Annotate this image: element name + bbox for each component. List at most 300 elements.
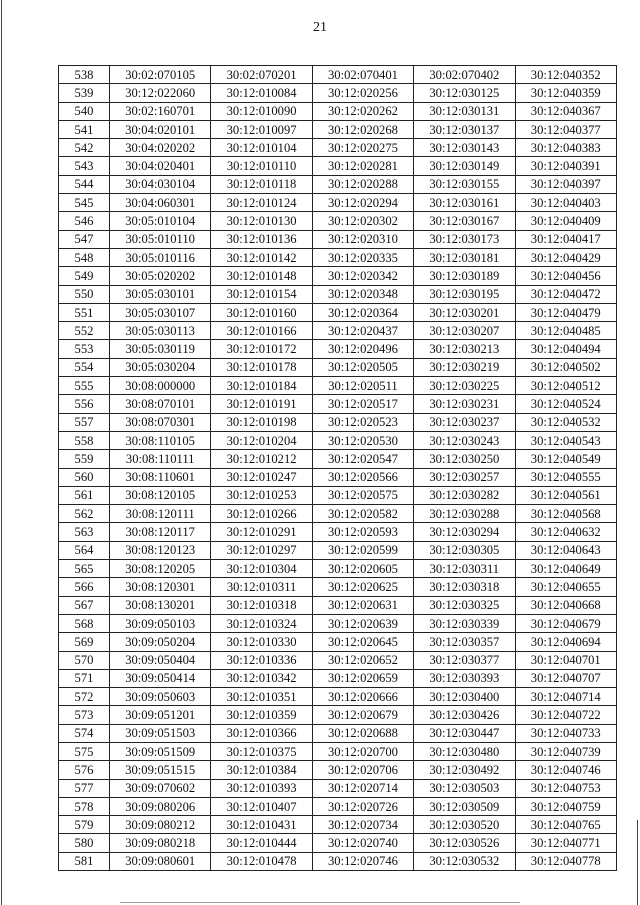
table-row	[59, 761, 617, 779]
cadastral-code-cell: 30:12:010247	[211, 468, 312, 486]
cadastral-code-cell: 30:12:040753	[515, 779, 616, 797]
table-row	[59, 66, 617, 84]
row-number-cell: 550	[59, 285, 110, 303]
cadastral-code-cell: 30:12:040494	[515, 340, 616, 358]
table-row	[59, 230, 617, 248]
cadastral-code-cell: 30:12:010384	[211, 761, 312, 779]
cadastral-code-cell: 30:08:070301	[110, 413, 211, 431]
cadastral-code-cell: 30:12:030288	[414, 505, 515, 523]
cadastral-code-cell: 30:02:070402	[414, 66, 515, 84]
cadastral-code-cell: 30:12:022060	[110, 84, 211, 102]
scan-edge-line-right	[637, 820, 638, 905]
cadastral-code-cell: 30:09:051515	[110, 761, 211, 779]
table-row	[59, 541, 617, 559]
cadastral-code-cell: 30:12:040502	[515, 358, 616, 376]
cadastral-code-cell: 30:12:020511	[312, 377, 413, 395]
cadastral-code-cell: 30:12:010324	[211, 614, 312, 632]
cadastral-code-cell: 30:12:010342	[211, 669, 312, 687]
cadastral-code-cell: 30:05:010104	[110, 212, 211, 230]
cadastral-code-cell: 30:04:020202	[110, 139, 211, 157]
cadastral-code-cell: 30:08:110105	[110, 431, 211, 449]
cadastral-code-cell: 30:12:030155	[414, 175, 515, 193]
row-number-cell: 562	[59, 505, 110, 523]
cadastral-code-cell: 30:08:120117	[110, 523, 211, 541]
row-number-cell: 570	[59, 651, 110, 669]
cadastral-code-cell: 30:12:020547	[312, 450, 413, 468]
cadastral-code-cell: 30:12:020288	[312, 175, 413, 193]
row-number-cell: 548	[59, 248, 110, 266]
row-number-cell: 579	[59, 816, 110, 834]
cadastral-code-cell: 30:12:010253	[211, 486, 312, 504]
cadastral-code-cell: 30:12:010330	[211, 633, 312, 651]
cadastral-code-cell: 30:12:040456	[515, 267, 616, 285]
cadastral-code-cell: 30:12:040367	[515, 102, 616, 120]
cadastral-code-cell: 30:12:020593	[312, 523, 413, 541]
cadastral-code-cell: 30:05:030113	[110, 322, 211, 340]
cadastral-code-cell: 30:12:010097	[211, 120, 312, 138]
row-number-cell: 568	[59, 614, 110, 632]
table-row	[59, 724, 617, 742]
cadastral-code-cell: 30:12:020575	[312, 486, 413, 504]
cadastral-code-cell: 30:12:040722	[515, 706, 616, 724]
cadastral-code-cell: 30:12:040383	[515, 139, 616, 157]
cadastral-code-cell: 30:09:050414	[110, 669, 211, 687]
cadastral-code-cell: 30:08:070101	[110, 395, 211, 413]
cadastral-code-cell: 30:12:020714	[312, 779, 413, 797]
row-number-cell: 578	[59, 797, 110, 815]
row-number-cell: 580	[59, 834, 110, 852]
cadastral-code-cell: 30:12:010090	[211, 102, 312, 120]
cadastral-code-cell: 30:12:030426	[414, 706, 515, 724]
cadastral-code-cell: 30:12:040701	[515, 651, 616, 669]
cadastral-code-cell: 30:12:030181	[414, 248, 515, 266]
cadastral-code-cell: 30:12:030325	[414, 596, 515, 614]
row-number-cell: 539	[59, 84, 110, 102]
cadastral-code-cell: 30:12:030520	[414, 816, 515, 834]
row-number-cell: 544	[59, 175, 110, 193]
cadastral-code-cell: 30:12:020302	[312, 212, 413, 230]
cadastral-code-cell: 30:09:051509	[110, 742, 211, 760]
cadastral-code-cell: 30:12:020517	[312, 395, 413, 413]
table-row	[59, 267, 617, 285]
table-row	[59, 633, 617, 651]
row-number-cell: 569	[59, 633, 110, 651]
cadastral-code-cell: 30:12:020342	[312, 267, 413, 285]
table-row	[59, 797, 617, 815]
cadastral-code-cell: 30:12:020530	[312, 431, 413, 449]
cadastral-code-cell: 30:12:030161	[414, 194, 515, 212]
table-row	[59, 395, 617, 413]
cadastral-code-cell: 30:12:040549	[515, 450, 616, 468]
cadastral-code-cell: 30:12:020700	[312, 742, 413, 760]
cadastral-code-cell: 30:12:020734	[312, 816, 413, 834]
cadastral-code-cell: 30:12:030393	[414, 669, 515, 687]
cadastral-code-cell: 30:12:010359	[211, 706, 312, 724]
cadastral-code-cell: 30:12:040417	[515, 230, 616, 248]
cadastral-code-cell: 30:08:120123	[110, 541, 211, 559]
cadastral-code-cell: 30:02:070201	[211, 66, 312, 84]
cadastral-code-cell: 30:09:051503	[110, 724, 211, 742]
cadastral-code-cell: 30:12:020688	[312, 724, 413, 742]
table-row	[59, 157, 617, 175]
cadastral-code-cell: 30:12:040429	[515, 248, 616, 266]
cadastral-code-cell: 30:12:030377	[414, 651, 515, 669]
row-number-cell: 556	[59, 395, 110, 413]
table-row	[59, 596, 617, 614]
cadastral-code-cell: 30:12:020348	[312, 285, 413, 303]
cadastral-code-cell: 30:09:080218	[110, 834, 211, 852]
cadastral-code-cell: 30:12:040679	[515, 614, 616, 632]
cadastral-code-cell: 30:12:010184	[211, 377, 312, 395]
row-number-cell: 563	[59, 523, 110, 541]
cadastral-code-cell: 30:12:030339	[414, 614, 515, 632]
table-row	[59, 139, 617, 157]
cadastral-code-cell: 30:12:030213	[414, 340, 515, 358]
cadastral-code-cell: 30:12:030219	[414, 358, 515, 376]
cadastral-code-cell: 30:12:030149	[414, 157, 515, 175]
cadastral-code-cell: 30:12:010336	[211, 651, 312, 669]
table-row	[59, 413, 617, 431]
row-number-cell: 549	[59, 267, 110, 285]
cadastral-code-cell: 30:04:020101	[110, 120, 211, 138]
cadastral-code-cell: 30:12:040359	[515, 84, 616, 102]
cadastral-code-cell: 30:12:030137	[414, 120, 515, 138]
cadastral-code-cell: 30:12:040739	[515, 742, 616, 760]
cadastral-code-cell: 30:02:070401	[312, 66, 413, 84]
cadastral-code-cell: 30:12:040765	[515, 816, 616, 834]
row-number-cell: 541	[59, 120, 110, 138]
table-row	[59, 688, 617, 706]
cadastral-code-cell: 30:12:030207	[414, 322, 515, 340]
cadastral-code-cell: 30:12:010124	[211, 194, 312, 212]
cadastral-code-cell: 30:12:010297	[211, 541, 312, 559]
table-row	[59, 486, 617, 504]
cadastral-code-cell: 30:02:070105	[110, 66, 211, 84]
table-row	[59, 322, 617, 340]
cadastral-code-cell: 30:09:050603	[110, 688, 211, 706]
table-row	[59, 742, 617, 760]
table-row	[59, 102, 617, 120]
cadastral-code-cell: 30:12:020639	[312, 614, 413, 632]
table-row	[59, 834, 617, 852]
row-number-cell: 542	[59, 139, 110, 157]
cadastral-code-cell: 30:09:080206	[110, 797, 211, 815]
cadastral-code-cell: 30:12:010142	[211, 248, 312, 266]
cadastral-code-cell: 30:12:040714	[515, 688, 616, 706]
cadastral-code-cell: 30:12:010084	[211, 84, 312, 102]
cadastral-code-cell: 30:12:030173	[414, 230, 515, 248]
cadastral-code-cell: 30:12:020679	[312, 706, 413, 724]
cadastral-code-cell: 30:12:030282	[414, 486, 515, 504]
cadastral-code-cell: 30:12:020599	[312, 541, 413, 559]
cadastral-code-cell: 30:12:030195	[414, 285, 515, 303]
cadastral-code-cell: 30:12:030480	[414, 742, 515, 760]
cadastral-code-cell: 30:12:020659	[312, 669, 413, 687]
table-row	[59, 303, 617, 321]
cadastral-code-cell: 30:09:080212	[110, 816, 211, 834]
cadastral-code-cell: 30:12:030318	[414, 578, 515, 596]
page-number: 21	[313, 20, 327, 35]
table-row	[59, 194, 617, 212]
table-row	[59, 212, 617, 230]
cadastral-code-cell: 30:12:040485	[515, 322, 616, 340]
row-number-cell: 576	[59, 761, 110, 779]
row-number-cell: 577	[59, 779, 110, 797]
cadastral-code-cell: 30:09:080601	[110, 852, 211, 870]
table-row	[59, 614, 617, 632]
table-row	[59, 505, 617, 523]
table-row	[59, 779, 617, 797]
cadastral-code-cell: 30:12:030189	[414, 267, 515, 285]
cadastral-code-cell: 30:08:120301	[110, 578, 211, 596]
cadastral-code-cell: 30:12:010393	[211, 779, 312, 797]
cadastral-code-cell: 30:09:050404	[110, 651, 211, 669]
cadastral-code-cell: 30:12:030526	[414, 834, 515, 852]
cadastral-code-cell: 30:05:030107	[110, 303, 211, 321]
document-table-container	[58, 65, 616, 871]
cadastral-code-cell: 30:12:040543	[515, 431, 616, 449]
cadastral-code-cell: 30:12:030257	[414, 468, 515, 486]
cadastral-code-cell: 30:12:020666	[312, 688, 413, 706]
cadastral-code-cell: 30:12:010351	[211, 688, 312, 706]
table-row	[59, 431, 617, 449]
cadastral-code-cell: 30:12:040694	[515, 633, 616, 651]
table-row	[59, 651, 617, 669]
row-number-cell: 574	[59, 724, 110, 742]
table-row	[59, 560, 617, 578]
cadastral-code-cell: 30:12:030492	[414, 761, 515, 779]
cadastral-code-cell: 30:12:010178	[211, 358, 312, 376]
cadastral-code-cell: 30:02:160701	[110, 102, 211, 120]
table-row	[59, 358, 617, 376]
cadastral-code-cell: 30:05:030204	[110, 358, 211, 376]
cadastral-code-cell: 30:12:030237	[414, 413, 515, 431]
cadastral-code-cell: 30:12:030231	[414, 395, 515, 413]
cadastral-code-cell: 30:08:120111	[110, 505, 211, 523]
cadastral-code-cell: 30:12:020275	[312, 139, 413, 157]
cadastral-code-cell: 30:12:040759	[515, 797, 616, 815]
row-number-cell: 575	[59, 742, 110, 760]
cadastral-code-cell: 30:05:030101	[110, 285, 211, 303]
cadastral-code-cell: 30:12:010154	[211, 285, 312, 303]
row-number-cell: 557	[59, 413, 110, 431]
table-row	[59, 248, 617, 266]
cadastral-code-cell: 30:05:010110	[110, 230, 211, 248]
cadastral-code-cell: 30:12:040391	[515, 157, 616, 175]
cadastral-code-cell: 30:12:040655	[515, 578, 616, 596]
table-row	[59, 468, 617, 486]
cadastral-code-cell: 30:12:040632	[515, 523, 616, 541]
cadastral-code-cell: 30:12:040568	[515, 505, 616, 523]
row-number-cell: 571	[59, 669, 110, 687]
table-row	[59, 175, 617, 193]
cadastral-code-cell: 30:12:040472	[515, 285, 616, 303]
cadastral-code-cell: 30:12:020645	[312, 633, 413, 651]
cadastral-code-cell: 30:12:040555	[515, 468, 616, 486]
cadastral-code-cell: 30:12:010478	[211, 852, 312, 870]
scan-edge-line-bottom	[120, 902, 520, 903]
table-row	[59, 816, 617, 834]
cadastral-code-cell: 30:12:010104	[211, 139, 312, 157]
cadastral-code-cell: 30:12:030243	[414, 431, 515, 449]
cadastral-code-cell: 30:09:050204	[110, 633, 211, 651]
cadastral-code-cell: 30:12:030225	[414, 377, 515, 395]
cadastral-code-cell: 30:12:020566	[312, 468, 413, 486]
scan-edge-line-left	[1, 0, 2, 905]
cadastral-code-cell: 30:12:030250	[414, 450, 515, 468]
cadastral-code-cell: 30:08:120205	[110, 560, 211, 578]
cadastral-code-cell: 30:12:030509	[414, 797, 515, 815]
cadastral-code-cell: 30:12:020631	[312, 596, 413, 614]
cadastral-code-cell: 30:12:020582	[312, 505, 413, 523]
cadastral-code-cell: 30:12:010318	[211, 596, 312, 614]
row-number-cell: 547	[59, 230, 110, 248]
cadastral-code-cell: 30:12:020726	[312, 797, 413, 815]
cadastral-code-cell: 30:12:030125	[414, 84, 515, 102]
cadastral-code-cell: 30:05:020202	[110, 267, 211, 285]
cadastral-code-cell: 30:12:040532	[515, 413, 616, 431]
cadastral-code-cell: 30:12:010136	[211, 230, 312, 248]
cadastral-code-cell: 30:12:040746	[515, 761, 616, 779]
cadastral-code-cell: 30:12:030532	[414, 852, 515, 870]
cadastral-code-cell: 30:08:120105	[110, 486, 211, 504]
cadastral-code-cell: 30:12:010212	[211, 450, 312, 468]
table-row	[59, 285, 617, 303]
cadastral-code-cell: 30:12:040643	[515, 541, 616, 559]
cadastral-code-cell: 30:12:030305	[414, 541, 515, 559]
cadastral-code-cell: 30:12:020262	[312, 102, 413, 120]
cadastral-code-cell: 30:12:020256	[312, 84, 413, 102]
cadastral-code-cell: 30:12:030167	[414, 212, 515, 230]
cadastral-code-cell: 30:12:010304	[211, 560, 312, 578]
table-row	[59, 669, 617, 687]
cadastral-code-cell: 30:12:010110	[211, 157, 312, 175]
cadastral-code-cell: 30:09:050103	[110, 614, 211, 632]
cadastral-code-cell: 30:08:110111	[110, 450, 211, 468]
cadastral-code-cell: 30:12:040512	[515, 377, 616, 395]
cadastral-code-cell: 30:12:010160	[211, 303, 312, 321]
row-number-cell: 543	[59, 157, 110, 175]
cadastral-code-cell: 30:12:010204	[211, 431, 312, 449]
row-number-cell: 561	[59, 486, 110, 504]
cadastral-code-cell: 30:12:030357	[414, 633, 515, 651]
cadastral-code-cell: 30:12:040352	[515, 66, 616, 84]
row-number-cell: 545	[59, 194, 110, 212]
cadastral-code-cell: 30:12:010198	[211, 413, 312, 431]
cadastral-code-cell: 30:12:020294	[312, 194, 413, 212]
row-number-cell: 564	[59, 541, 110, 559]
cadastral-code-cell: 30:12:030294	[414, 523, 515, 541]
cadastral-code-cell: 30:12:020523	[312, 413, 413, 431]
cadastral-code-cell: 30:12:020335	[312, 248, 413, 266]
cadastral-code-cell: 30:12:010191	[211, 395, 312, 413]
cadastral-code-cell: 30:12:010130	[211, 212, 312, 230]
cadastral-code-cell: 30:12:020364	[312, 303, 413, 321]
cadastral-code-cell: 30:12:040479	[515, 303, 616, 321]
cadastral-code-cell: 30:12:020746	[312, 852, 413, 870]
cadastral-code-cell: 30:05:010116	[110, 248, 211, 266]
cadastral-code-cell: 30:12:010311	[211, 578, 312, 596]
cadastral-code-cell: 30:12:020706	[312, 761, 413, 779]
row-number-cell: 552	[59, 322, 110, 340]
table-row	[59, 84, 617, 102]
cadastral-code-cell: 30:12:020310	[312, 230, 413, 248]
cadastral-code-cell: 30:12:010291	[211, 523, 312, 541]
cadastral-code-cell: 30:12:010375	[211, 742, 312, 760]
cadastral-code-cell: 30:12:040733	[515, 724, 616, 742]
cadastral-code-cell: 30:12:040778	[515, 852, 616, 870]
cadastral-codes-table	[58, 65, 617, 871]
cadastral-code-cell: 30:12:040707	[515, 669, 616, 687]
cadastral-code-cell: 30:12:030503	[414, 779, 515, 797]
table-body	[59, 66, 617, 871]
row-number-cell: 559	[59, 450, 110, 468]
cadastral-code-cell: 30:12:010366	[211, 724, 312, 742]
cadastral-code-cell: 30:12:020605	[312, 560, 413, 578]
row-number-cell: 581	[59, 852, 110, 870]
row-number-cell: 551	[59, 303, 110, 321]
table-row	[59, 377, 617, 395]
cadastral-code-cell: 30:12:010407	[211, 797, 312, 815]
cadastral-code-cell: 30:12:020496	[312, 340, 413, 358]
cadastral-code-cell: 30:12:040561	[515, 486, 616, 504]
cadastral-code-cell: 30:12:020625	[312, 578, 413, 596]
cadastral-code-cell: 30:12:030143	[414, 139, 515, 157]
table-row	[59, 340, 617, 358]
cadastral-code-cell: 30:12:020281	[312, 157, 413, 175]
cadastral-code-cell: 30:08:000000	[110, 377, 211, 395]
row-number-cell: 538	[59, 66, 110, 84]
cadastral-code-cell: 30:12:030447	[414, 724, 515, 742]
table-row	[59, 523, 617, 541]
row-number-cell: 546	[59, 212, 110, 230]
cadastral-code-cell: 30:12:020740	[312, 834, 413, 852]
cadastral-code-cell: 30:12:040377	[515, 120, 616, 138]
cadastral-code-cell: 30:12:030400	[414, 688, 515, 706]
cadastral-code-cell: 30:12:010172	[211, 340, 312, 358]
cadastral-code-cell: 30:12:040649	[515, 560, 616, 578]
cadastral-code-cell: 30:12:010444	[211, 834, 312, 852]
cadastral-code-cell: 30:12:040524	[515, 395, 616, 413]
row-number-cell: 540	[59, 102, 110, 120]
cadastral-code-cell: 30:08:130201	[110, 596, 211, 614]
cadastral-code-cell: 30:04:020401	[110, 157, 211, 175]
cadastral-code-cell: 30:12:030131	[414, 102, 515, 120]
row-number-cell: 565	[59, 560, 110, 578]
row-number-cell: 558	[59, 431, 110, 449]
cadastral-code-cell: 30:12:010431	[211, 816, 312, 834]
cadastral-code-cell: 30:04:030104	[110, 175, 211, 193]
cadastral-code-cell: 30:04:060301	[110, 194, 211, 212]
cadastral-code-cell: 30:12:010166	[211, 322, 312, 340]
table-row	[59, 578, 617, 596]
row-number-cell: 566	[59, 578, 110, 596]
cadastral-code-cell: 30:12:030201	[414, 303, 515, 321]
cadastral-code-cell: 30:12:040397	[515, 175, 616, 193]
row-number-cell: 554	[59, 358, 110, 376]
row-number-cell: 560	[59, 468, 110, 486]
cadastral-code-cell: 30:12:010148	[211, 267, 312, 285]
cadastral-code-cell: 30:12:040771	[515, 834, 616, 852]
row-number-cell: 553	[59, 340, 110, 358]
cadastral-code-cell: 30:12:040403	[515, 194, 616, 212]
table-row	[59, 120, 617, 138]
cadastral-code-cell: 30:12:010118	[211, 175, 312, 193]
cadastral-code-cell: 30:12:040668	[515, 596, 616, 614]
cadastral-code-cell: 30:09:051201	[110, 706, 211, 724]
cadastral-code-cell: 30:12:020652	[312, 651, 413, 669]
cadastral-code-cell: 30:05:030119	[110, 340, 211, 358]
